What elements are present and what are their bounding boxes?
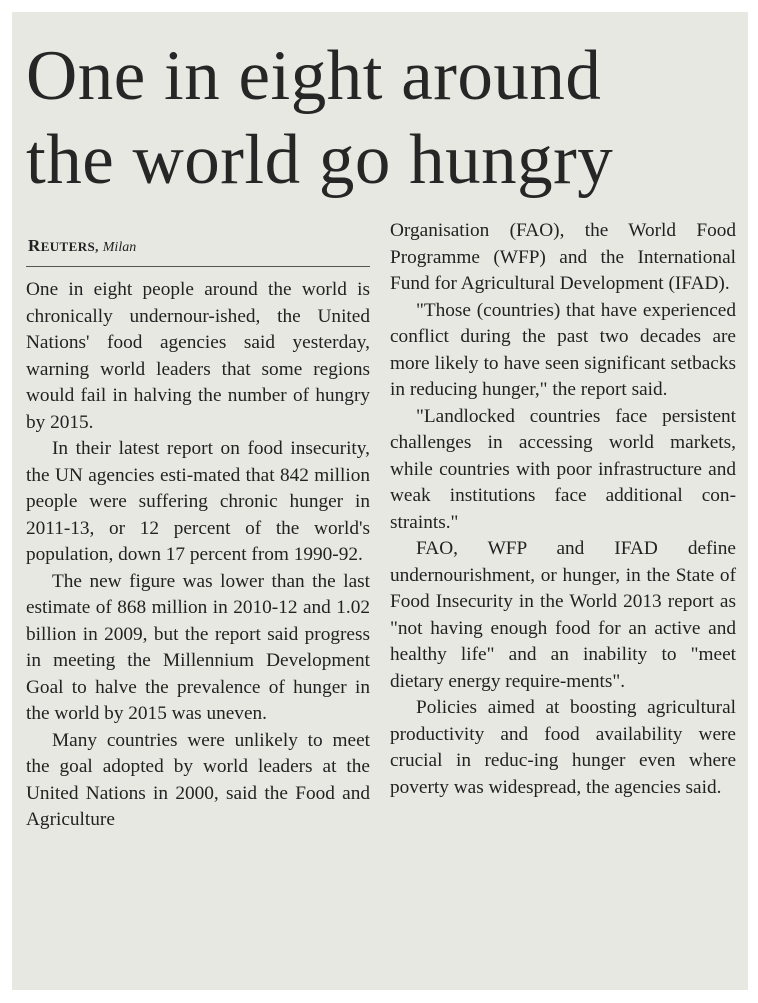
article-paragraph: In their latest report on food insecurity, the UN agencies esti-mated that 842 million people were suffering chronic hunger in 2011-13, or 12 percent of the world's population, down 17 percent from 1990-92. bbox=[26, 438, 370, 565]
article-paragraph: FAO, WFP and IFAD define undernourishment, or hunger, in the State of Food Insecurity in the World 2013 report as "not having enough food for an active and healthy life" and an inability to "meet dietary energy require-ments". bbox=[390, 538, 736, 692]
headline-line-1: One in eight around bbox=[26, 37, 602, 115]
article-paragraph: "Those (countries) that have experienced conflict during the past two decades are more likely to have seen significant setbacks in reducing hunger," the report said. bbox=[390, 299, 736, 400]
article-paragraph: One in eight people around the world is chronically undernour-ished, the United Nations' food agencies said yesterday, warning world leaders that some regions would fail in halving the number of hungry by 2015. bbox=[26, 279, 370, 433]
article-paragraph-continued: Organisation (FAO), the World Food Programme (WFP) and the International Fund for Agricultural Development (IFAD). bbox=[390, 220, 736, 294]
byline-agency-rest: EUTERS, bbox=[40, 239, 99, 254]
byline-location: Milan bbox=[102, 240, 137, 255]
article-paragraph: The new figure was lower than the last estimate of 868 million in 2010-12 and 1.02 billion in 2009, but the report said progress in meeting the Millennium Development Goal to halve the prevalence of hunger in the world by 2015 was uneven. bbox=[26, 570, 370, 724]
article-paragraph: Many countries were unlikely to meet the goal adopted by world leaders at the United Nations in 2000, said the Food and Agriculture bbox=[26, 729, 370, 830]
newspaper-clipping bbox=[12, 12, 748, 990]
article-paragraph: "Landlocked countries face persistent challenges in accessing world markets, while countries with poor infrastructure and weak institutions face additional con-straints." bbox=[390, 405, 736, 533]
headline bbox=[26, 34, 746, 202]
headline-line-2: the world go hungry bbox=[26, 121, 614, 199]
byline bbox=[26, 228, 370, 267]
left-column bbox=[26, 228, 370, 834]
byline-agency-initial: R bbox=[28, 236, 41, 255]
byline-agency bbox=[28, 238, 99, 255]
article-paragraph: Policies aimed at boosting agricultural productivity and food availability were crucial in reduc-ing hunger even where poverty was widespread, the agencies said. bbox=[390, 697, 736, 798]
right-column bbox=[390, 218, 736, 801]
